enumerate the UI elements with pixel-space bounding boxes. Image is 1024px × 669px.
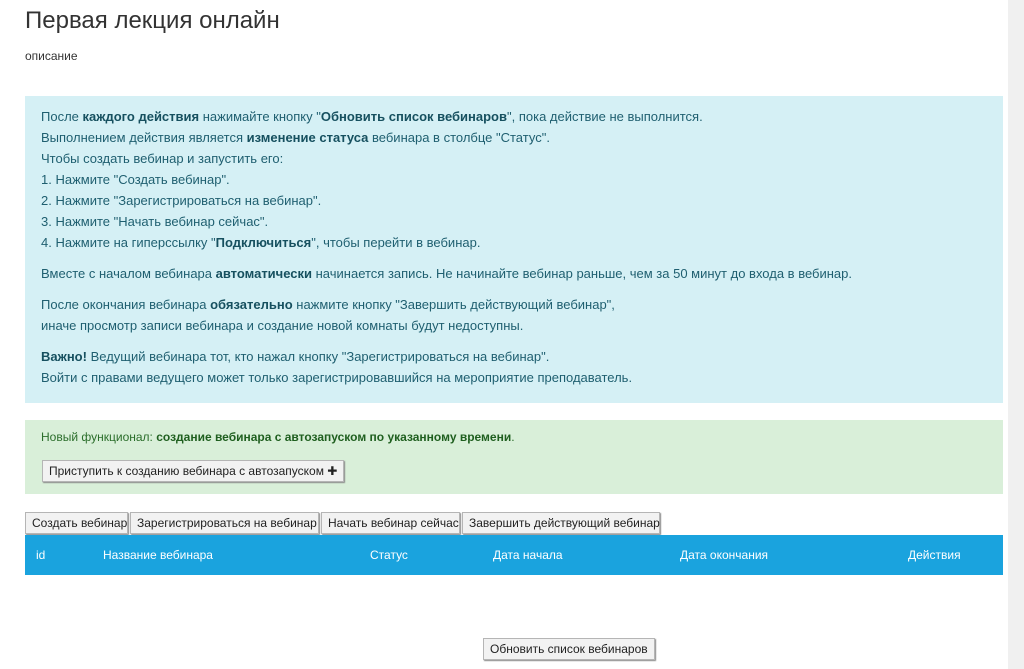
emphasis: обязательно (210, 297, 293, 312)
text: Ведущий вебинара тот, кто нажал кнопку "Зарегистрироваться на вебинар". (86, 349, 550, 364)
page-side-gutter (1008, 0, 1024, 669)
finish-webinar-button[interactable]: Завершить действующий вебинар (462, 512, 660, 534)
text: ", пока действие не выполнится. (506, 109, 703, 124)
emphasis: Подключиться (215, 235, 312, 250)
create-webinar-button[interactable]: Создать вебинар (25, 512, 128, 534)
instruction-step-2: 2. Нажмите "Зарегистрироваться на вебинар". (41, 193, 322, 208)
instruction-recording (41, 263, 987, 284)
instruction-line-intro: Чтобы создать вебинар и запустить его: (41, 151, 284, 166)
instruction-step-1: 1. Нажмите "Создать вебинар". (41, 172, 230, 187)
refresh-webinars-button[interactable]: Обновить список вебинаров (483, 638, 655, 660)
text: После (41, 109, 83, 124)
instruction-line-status (41, 127, 987, 148)
text: ", чтобы перейти в вебинар. (311, 235, 481, 250)
emphasis: Важно! (41, 349, 87, 364)
text: нажмите кнопку "Завершить действующий вебинар", (292, 297, 615, 312)
page-description: описание (25, 49, 78, 63)
text: После окончания вебинара (41, 297, 211, 312)
instruction-host-rights: Войти с правами ведущего может только зарегистрировавшийся на мероприятие преподаватель. (41, 370, 633, 385)
text: . (511, 430, 515, 444)
emphasis: Обновить список вебинаров (320, 109, 507, 124)
text: Вместе с началом вебинара (41, 266, 216, 281)
text: 4. Нажмите на гиперссылку " (41, 235, 216, 250)
instruction-finish-warning: иначе просмотр записи вебинара и создание новой комнаты будут недоступны. (41, 318, 524, 333)
column-header-start-date[interactable]: Дата начала (493, 548, 563, 562)
new-feature-panel (25, 420, 1003, 494)
instruction-step-3: 3. Нажмите "Начать вебинар сейчас". (41, 214, 269, 229)
create-autostart-webinar-button[interactable]: Приступить к созданию вебинара с автозапуском ✚ (42, 460, 344, 482)
column-header-actions[interactable]: Действия (908, 548, 961, 562)
column-header-id[interactable]: id (36, 548, 46, 562)
column-header-name[interactable]: Название вебинара (103, 548, 213, 562)
instruction-line-refresh (41, 106, 987, 127)
register-webinar-button[interactable]: Зарегистрироваться на вебинар (130, 512, 319, 534)
emphasis: автоматически (215, 266, 313, 281)
start-webinar-now-button[interactable]: Начать вебинар сейчас (321, 512, 460, 534)
emphasis: каждого действия (82, 109, 200, 124)
text: начинается запись. Не начинайте вебинар раньше, чем за 50 минут до входа в вебинар. (312, 266, 852, 281)
text: нажимайте кнопку " (199, 109, 321, 124)
new-feature-text (41, 430, 987, 444)
emphasis: создание вебинара с автозапуском по указанному времени (156, 430, 512, 444)
text: Новый функционал: (41, 430, 157, 444)
instruction-step-4 (41, 232, 987, 253)
page-title: Первая лекция онлайн (25, 7, 280, 34)
emphasis: изменение статуса (246, 130, 369, 145)
column-header-end-date[interactable]: Дата окончания (680, 548, 769, 562)
instructions-panel (25, 96, 1003, 403)
column-header-status[interactable]: Статус (370, 548, 408, 562)
instruction-finish (41, 294, 987, 315)
webinars-table-header (25, 535, 1003, 575)
instruction-important (41, 346, 987, 367)
text: Выполнением действия является (41, 130, 247, 145)
text: вебинара в столбце "Статус". (368, 130, 550, 145)
